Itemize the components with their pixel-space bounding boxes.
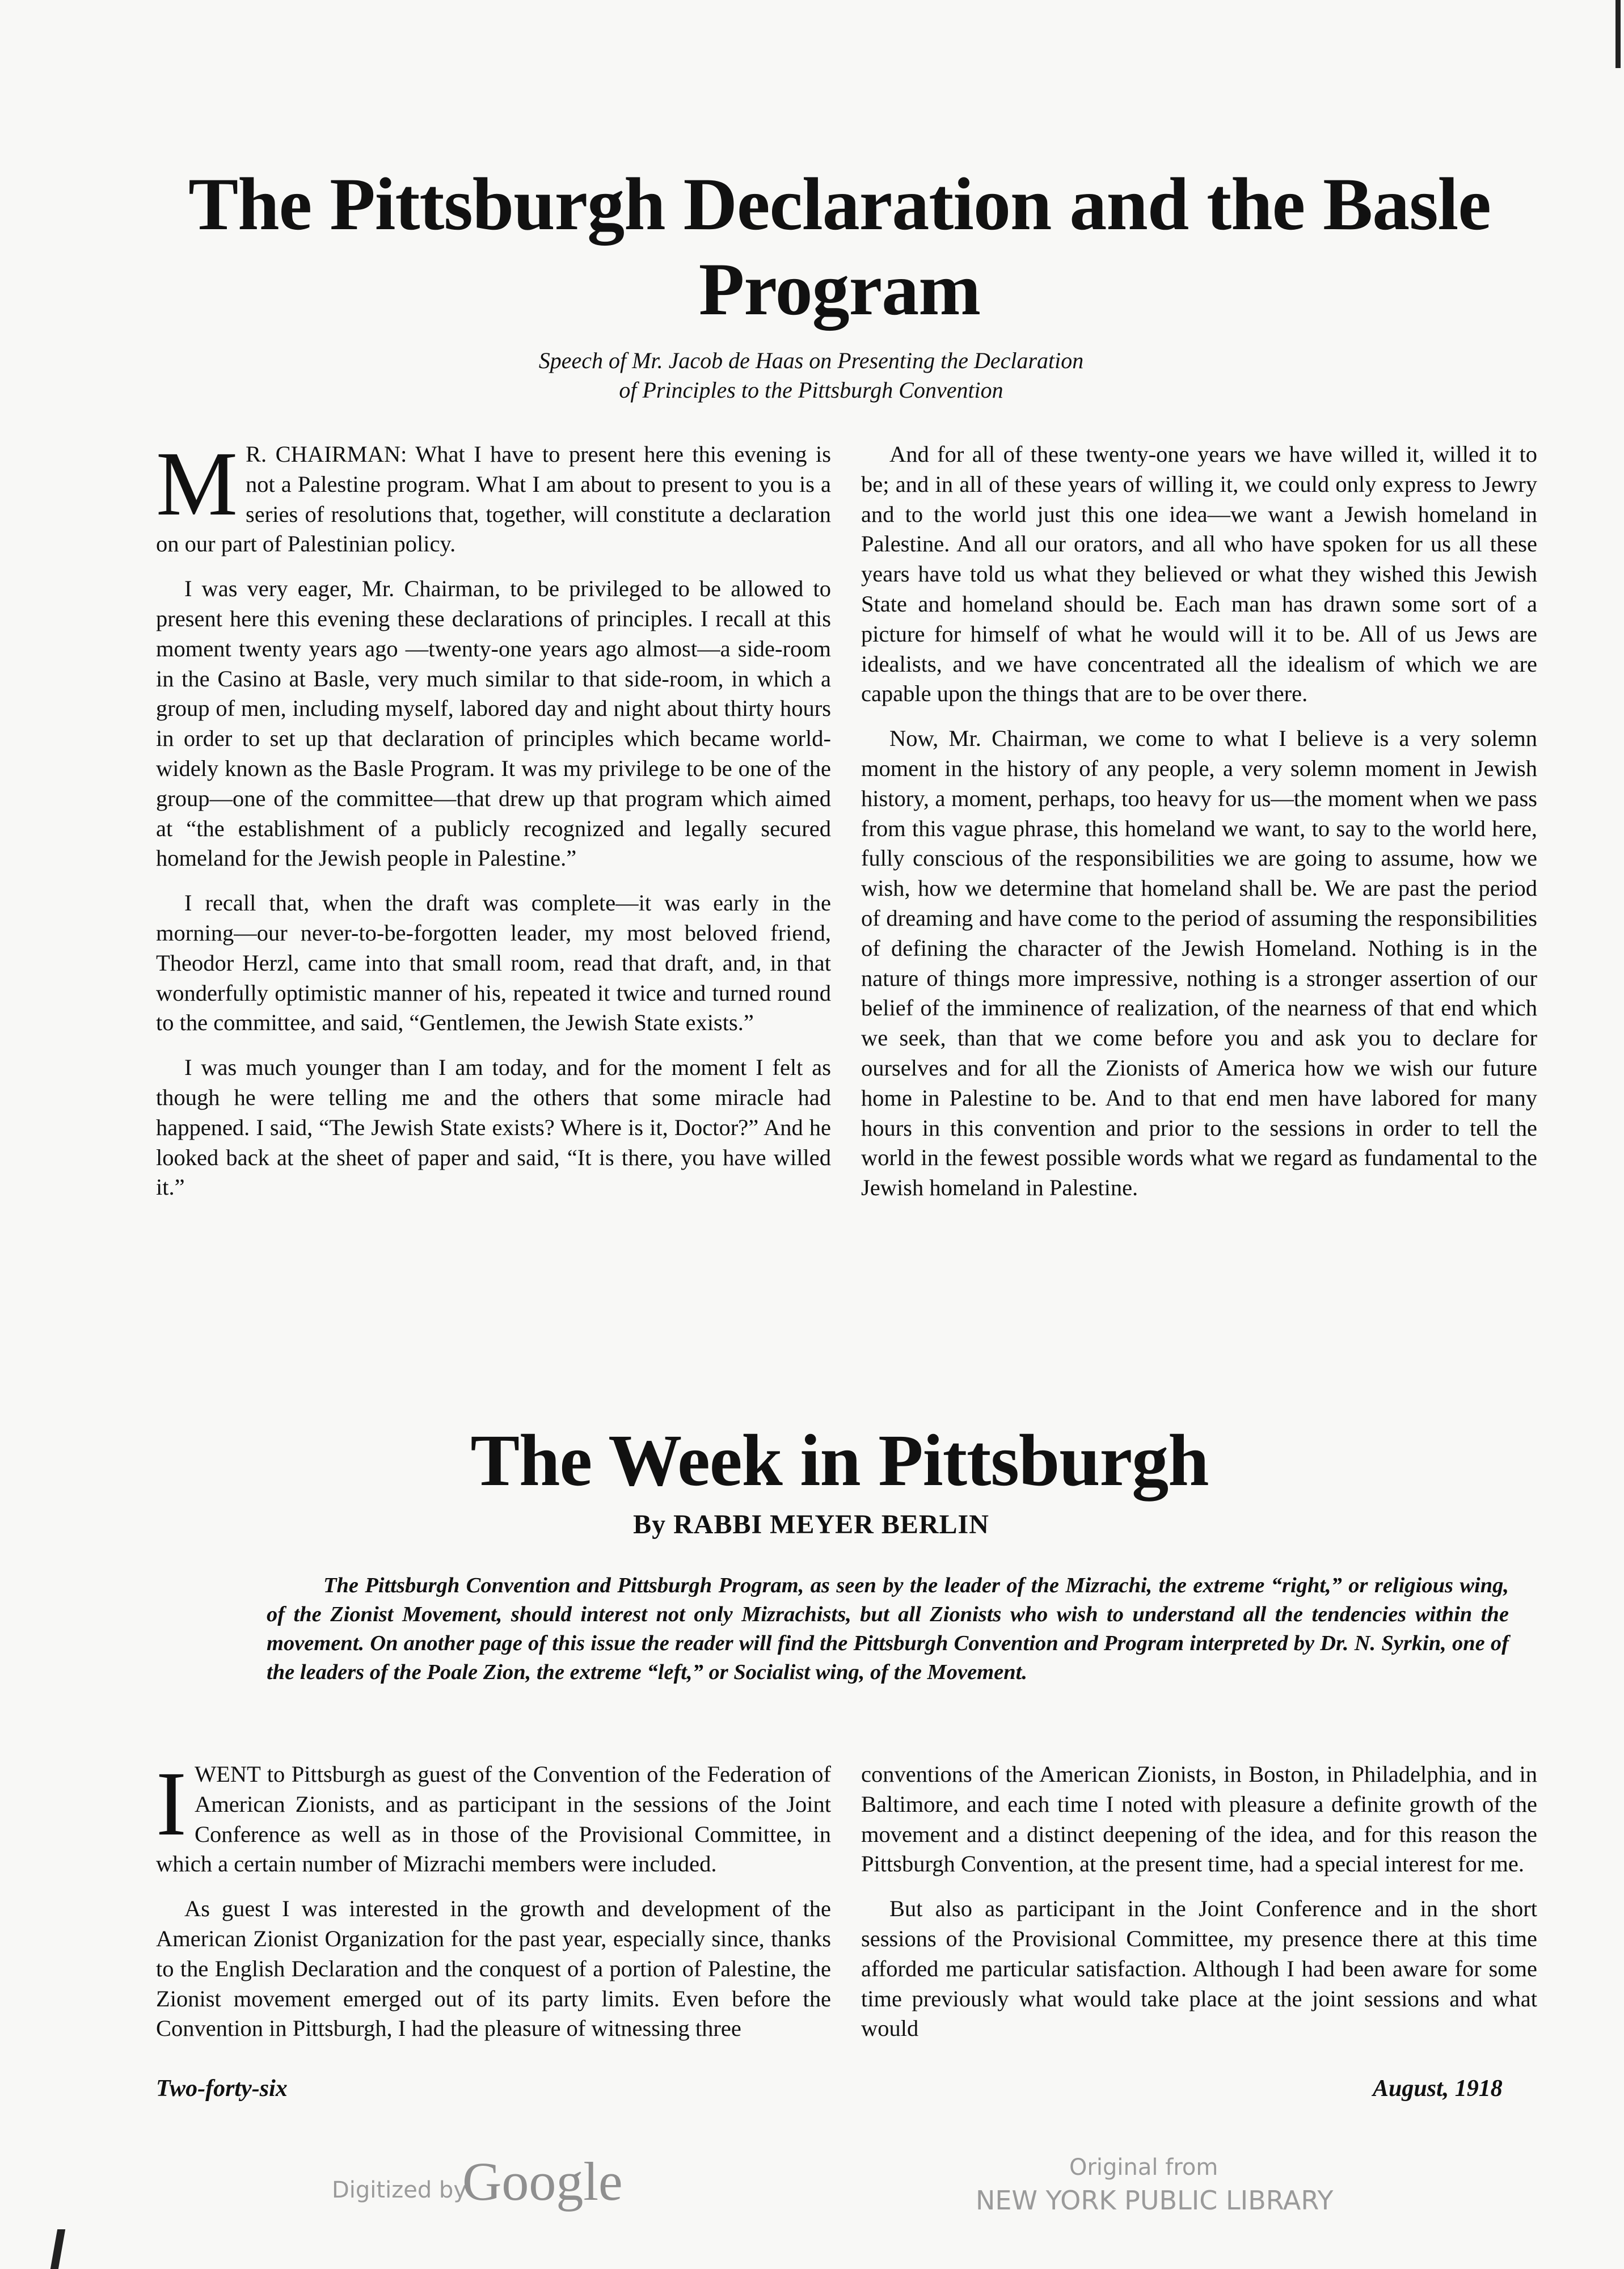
byline: By RABBI MEYER BERLIN xyxy=(633,1509,989,1540)
article-subtitle-line-2: of Principles to the Pittsburgh Convention xyxy=(619,377,1003,403)
article-intro: The Pittsburgh Convention and Pittsburgh Program, as seen by the leader of the Mizrachi, the extreme “right,” or religious wing, of the Zionist Movement, should interest not only Mizrachists, but all Zionists who wish to understand all the tendencies within the movement. On another page of this issue the reader will find the Pittsburgh Convention and Program interpreted by Dr. N. Syrkin, one of the leaders of the Poale Zion, the extreme “left,” or Socialist wing, of the Movement. xyxy=(267,1574,1509,1684)
article-title: The Pittsburgh Declaration and the Basle Program xyxy=(188,162,1491,331)
paragraph: I was much younger than I am today, and for the moment I felt as though he were telling me and the others that some miracle had happened. I said, “The Jewish State exists? Where is it, Doctor?” And he looked back at the sheet of paper and said, “It is there, you have willed it.” xyxy=(156,1055,831,1200)
library-label: NEW YORK PUBLIC LIBRARY xyxy=(976,2185,1334,2216)
article-column-right xyxy=(861,1760,1537,2059)
drop-cap: M xyxy=(156,433,238,535)
article-subtitle-line-1: Speech of Mr. Jacob de Haas on Presenting the Declaration xyxy=(538,348,1084,373)
google-logo: Google xyxy=(462,2151,623,2212)
page-label: Two-forty-six xyxy=(156,2076,288,2102)
paragraph: M R. CHAIRMAN: What I have to present here this evening is not a Palestine program. What I am about to present to you is a series of resolutions that, together, will constitute a declaration on our part of Palestinian policy. xyxy=(156,433,831,557)
article-column-left xyxy=(156,1753,831,2059)
paragraph: And for all of these twenty-one years we have willed it, willed it to be; and in all of these years of willing it, we could only express to Jewry and to the world just this one idea—we want a Jewish homeland in Palestine. And all our orators, and all who have spoken for us all these years have told us what they believed or what they wished this Jewish State and homeland should be. Each man has drawn some sort of a picture for himself of what he would will it to be. All of us Jews are idealists, and we have concentrated all the idealism of which we are capable upon the things that are to be over there. xyxy=(861,441,1537,707)
scan-thumb-mark xyxy=(50,2229,65,2269)
article-column-right xyxy=(861,440,1537,1218)
paragraph: As guest I was interested in the growth and development of the American Zionist Organization for the past year, especially since, thanks to the English Declaration and the conquest of a portion of Palestine, the Zionist movement emerged out of its party limits. Even before the Convention in Pittsburgh, I had the pleasure of witnessing three xyxy=(156,1896,831,2042)
paragraph: I recall that, when the draft was complete—it was early in the morning—our never-to-be-forgotten leader, my most beloved friend, Theodor Herzl, came into that small room, read that draft, and, in that wonderfully optimistic manner of his, repeated it twice and turned round to the committee, and said, “Gentlemen, the Jewish State exists.” xyxy=(156,890,831,1036)
article-column-left xyxy=(156,433,831,1217)
paragraph: I was very eager, Mr. Chairman, to be privileged to be allowed to present here this evening these declarations of principles. I recall at this moment twenty years ago —twenty-one years ago almost—a side-room in the Casino at Basle, very much similar to that side-room, in which a group of men, including myself, labored day and night about thirty hours in order to set up that declaration of principles which became world-widely known as the Basle Program. It was my privilege to be one of the group—one of the committee—that drew up that program which aimed at “the establishment of a publicly recognized and legally secured homeland for the Jewish people in Palestine.” xyxy=(156,576,831,871)
paragraph: IWENT to Pittsburgh as guest of the Convention of the Federation of American Zionists, and as participant in the sessions of the Joint Conference as well as in those of the Provisional Committee, in which a certain number of Mizrachi members were included. xyxy=(156,1753,831,1877)
paragraph: conventions of the American Zionists, in Boston, in Philadelphia, and in Baltimore, and each time I noted with pleasure a definite growth of the movement and a distinct deepening of the idea, and for this reason the Pittsburgh Convention, at the present time, had a special interest for me. xyxy=(861,1761,1537,1877)
digitized-by-label: Digitized by xyxy=(332,2177,467,2203)
issue-date: August, 1918 xyxy=(1373,2076,1503,2102)
paragraph: But also as participant in the Joint Conference and in the short sessions of the Provisional Committee, my presence there at this time afforded me particular satisfaction. Although I had been aware for some time previously what would take place at the joint sessions and what would xyxy=(861,1896,1537,2042)
article-title: The Week in Pittsburgh xyxy=(470,1420,1209,1502)
drop-cap: I xyxy=(156,1753,187,1855)
scan-edge-mark xyxy=(1615,0,1621,68)
paragraph: Now, Mr. Chairman, we come to what I believe is a very solemn moment in the history of any people, a very solemn moment in Jewish history, a moment, perhaps, too heavy for us—the moment when we pass from this vague phrase, this homeland we want, to say to the world here, fully conscious of the responsibilities we are going to assume, how we wish, how we determine that homeland shall be. We are past the period of dreaming and have come to the period of assuming the responsibilities of defining the character of the Jewish Homeland. Nothing is in the nature of things more impressive, nothing is a stronger assertion of our belief of the imminence of realization, of the nearness of that end which we seek, than that we come before you and ask you to declare for ourselves and for all the Zionists of America how we wish our future home in Palestine to be. And to that end men have labored for many hours in this convention and prior to the sessions in order to tell the world in the fewest possible words what we regard as fundamental to the Jewish homeland in Palestine. xyxy=(861,726,1537,1201)
original-from-label: Original from xyxy=(1069,2154,1218,2181)
